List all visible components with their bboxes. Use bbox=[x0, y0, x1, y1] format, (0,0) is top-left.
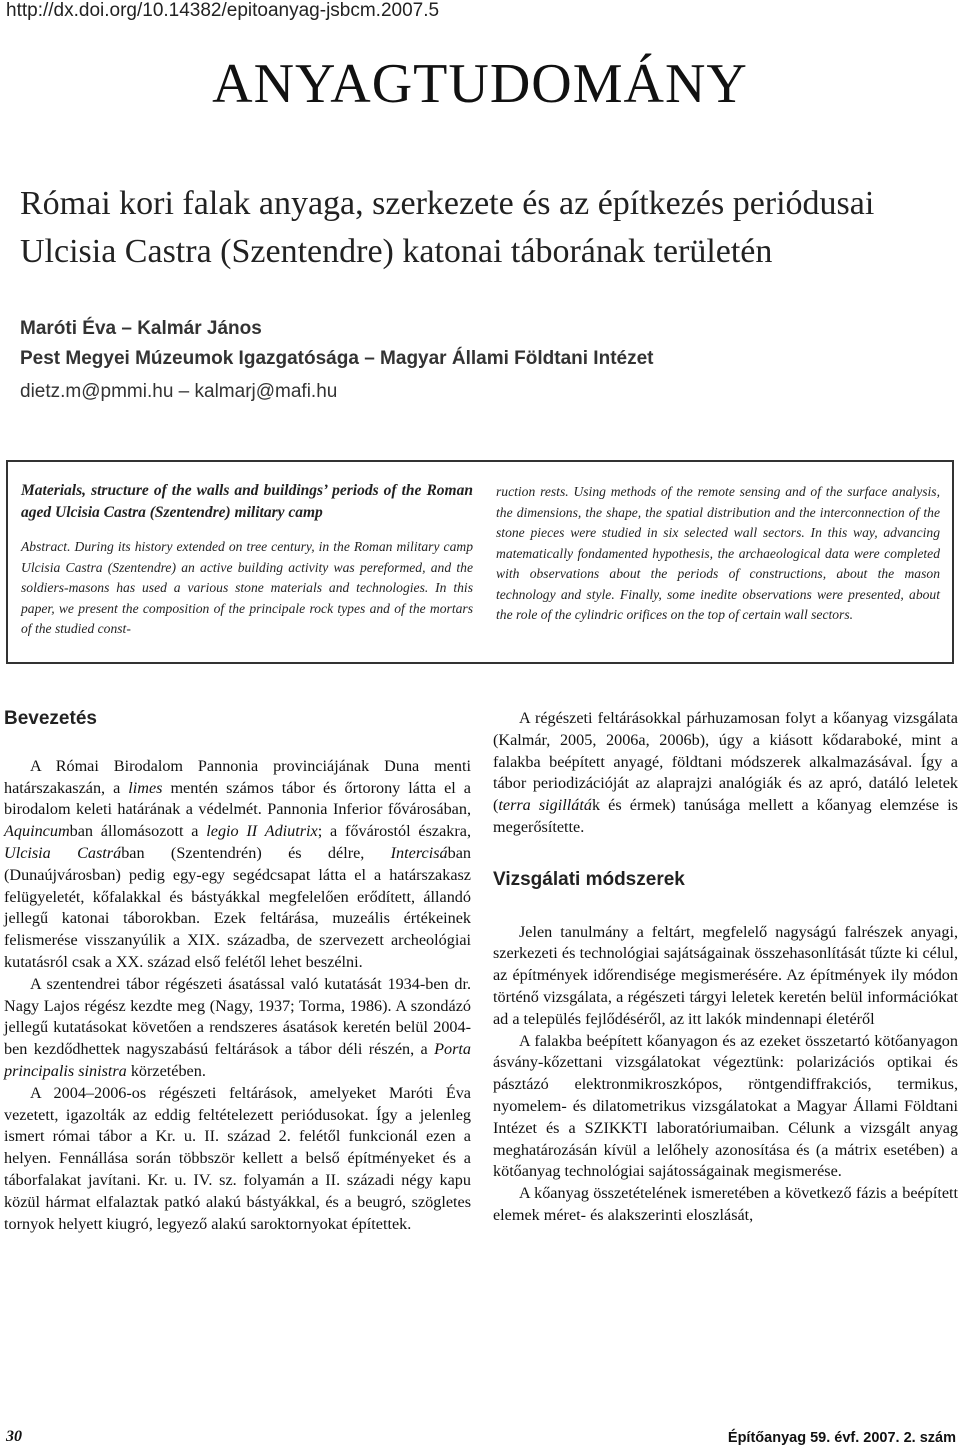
paragraph-7: A kőanyag összetételének ismeretében a következő fázis a beépített elemek méret- és alakszerinti eloszlását, bbox=[493, 1184, 958, 1224]
paragraph-4: A régészeti feltárásokkal párhuzamosan folyt a kőanyag vizsgálata (Kalmár, 2005, 2006a, 2006b), úgy a kiásott kődaraboké, mint a falakba beépített anyagé, földtani módszerek alkalmazásával. Így a tábor periodizációját az alaprajzi analógiák és az apró, datáló leletek (terra sigilláták és érmek) tanúsága mellett a kőanyag elemzése is megerősítette. bbox=[493, 709, 958, 836]
body-right-column bbox=[493, 708, 958, 1227]
title-line-1: Római kori falak anyaga, szerkezete és az építkezés periódusai bbox=[20, 185, 875, 222]
methods-heading: Vizsgálati módszerek bbox=[493, 868, 685, 890]
author-affiliation: Pest Megyei Múzeumok Igazgatósága – Magyar Állami Földtani Intézet bbox=[20, 348, 654, 369]
abstract-text-right: ruction rests. Using methods of the remote sensing and of the surface analysis, the dimensions, the shape, the spatial distribution and the interconnection of the stone pieces were studied in six selected wall sectors. In this way, advancing matematically fondamented hypothesis, the archaeological data were completed with observations about the periods of constructions, about the mason technology and style. Finally, some inedite observations were presented, about the role of the cylindric orifices on the top of certain wall sectors. bbox=[496, 484, 940, 622]
author-emails: dietz.m@pmmi.hu – kalmarj@mafi.hu bbox=[20, 381, 338, 402]
journal-footer: Építőanyag 59. évf. 2007. 2. szám bbox=[727, 1430, 956, 1446]
doi-link[interactable]: http://dx.doi.org/10.14382/epitoanyag-jsbcm.2007.5 bbox=[6, 0, 440, 21]
paragraph-1: A Római Birodalom Pannonia provinciájának Duna menti határszakaszán, a limes mentén számos tábor és őrtorony látta el a birodalom keleti határának a védelmét. Pannonia Inferior fővárosában, Aquincumban állomásozott a legio II Adiutrix; a fővárostól északra, Ulcisia Castrában (Szentendrén) és délre, Intercisában (Dunaújvárosban) pedig egy-egy segédcsapat látta el a határszakasz felügyeletét, kőfalakkal és bástyákkal megfelelően erődített, állandó jellegű katonai táborokban. Ezek feltárása, muzeális értékeinek felismerése visszanyúlik a XIX. századba, de szervezett archeológiai kutatásról csak a XX. század első felétől lehet beszélni. bbox=[4, 756, 471, 971]
paragraph-2: A szentendrei tábor régészeti ásatással való kutatását 1934-ben dr. Nagy Lajos régész kezdte meg (Nagy, 1937; Torma, 1986). A szondázó jellegű kutatásokat követően a rendszeres ásatások keretén belül 2004-ben kezdődhettek nagyszabású feltárások a tábor déli részén, a Porta principalis sinistra körzetében. bbox=[4, 974, 471, 1080]
abstract-title: Materials, structure of the walls and buildings’ periods of the Roman aged Ulcisia Castra (Szentendre) military camp bbox=[21, 482, 473, 521]
author-names: Maróti Éva – Kalmár János bbox=[20, 318, 262, 339]
section-heading: ANYAGTUDOMÁNY bbox=[212, 53, 748, 115]
paragraph-5: Jelen tanulmány a feltárt, megfelelő nagyságú falrészek anyagi, szerkezeti és technológiai sajátságainak összehasonlítását tűzte ki célul, az építmények időrendisége megismerésére. Az építmények ily módon történő vizsgálata, a régészeti tárgyi leletek keretén belül információkat ad a település fejlődéséről, az itt lakók mindennapi életéről bbox=[493, 922, 958, 1028]
title-line-2: Ulcisia Castra (Szentendre) katonai táborának területén bbox=[20, 233, 773, 270]
paragraph-6: A falakba beépített kőanyagon és az ezeket összetartó kötőanyagon ásvány-kőzettani vizsgálatokat végeztünk: polarizációs optikai és pásztázó elektronmikroszkópos, röntgendiffrakciós, termikus, nyomelem- és dilatometrikus vizsgálatokat a Magyar Állami Földtani Intézet és a SZIKKTI laboratóriumaiban. Célunk a vizsgált anyag meghatározásán kívül a lelőhely azonosítása és (a mátrix esetében) a kötőanyag technológiai sajátosságainak megismerése. bbox=[493, 1031, 958, 1181]
body-left-column bbox=[4, 708, 471, 1235]
intro-heading: Bevezetés bbox=[4, 708, 97, 729]
author-block bbox=[20, 314, 950, 374]
abstract-text-left: Abstract. During its history extended on tree century, in the Roman military camp Ulcisia Castra (Szentendre) an active building activity was pereformed, and the soldiers-masons has used a various stone materials and technologies. In this paper, we present the composition of the principale rock types and of the mortars of the studied const- bbox=[21, 539, 473, 636]
paragraph-3: A 2004–2006-os régészeti feltárások, amelyeket Maróti Éva vezetett, igazolták az eddig feltételezett periódusokat. Így a jelenleg ismert római tábor a Kr. u. II. század 2. felétől funkcionál ezen a helyen. Fennállása során többször kellett a belső építményeket és a táborfalakat javítani. Kr. u. IV. sz. folyamán a II. századi négy kapu közül hármat elfalaztak patkó alakú bástyákkal, és a beugró, szögletes tornyok helyett kiugró, legyező alakú saroktornyokat építettek. bbox=[4, 1083, 471, 1233]
abstract-left-column bbox=[21, 480, 473, 640]
abstract-box bbox=[6, 460, 954, 664]
article-title bbox=[20, 180, 950, 276]
page-number: 30 bbox=[6, 1428, 22, 1445]
abstract-right-column bbox=[496, 482, 940, 626]
